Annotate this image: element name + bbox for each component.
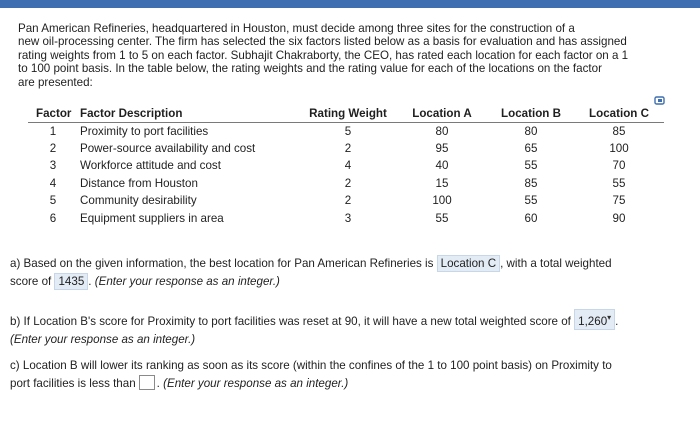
location-a-score: 40 <box>435 159 449 173</box>
table-row <box>28 210 664 228</box>
location-a-score: 80 <box>435 124 449 138</box>
column-header-weight: Rating Weight <box>300 103 396 122</box>
rating-weight: 2 <box>344 194 352 208</box>
table-row <box>28 140 664 158</box>
location-b-score: 65 <box>524 141 538 155</box>
location-b-score: 60 <box>524 211 538 225</box>
table-header-row <box>28 103 664 122</box>
new-score-value: 1,260 <box>578 314 608 328</box>
factor-number: 2 <box>49 141 57 155</box>
question-b <box>10 309 690 349</box>
rating-weight: 5 <box>344 124 352 138</box>
factor-description: Equipment suppliers in area <box>80 211 224 225</box>
table-row <box>28 122 664 140</box>
question-c-text: c) Location B will lower its ranking as soon as its score (within the confines of the 1 to 100 point basis) on Proximity to <box>10 359 612 372</box>
location-b-score: 55 <box>524 194 538 208</box>
intro-line: rating weights from 1 to 5 on each factor. Subhajit Chakraborty, the CEO, has rated each location for each factor on a 1 <box>18 48 629 62</box>
factor-number: 4 <box>49 176 57 190</box>
question-c <box>10 357 690 393</box>
rating-weight: 3 <box>344 211 352 225</box>
location-c-score: 85 <box>612 124 626 138</box>
table-row <box>28 157 664 175</box>
location-c-score: 75 <box>612 194 626 208</box>
header-bar <box>0 0 700 8</box>
location-a-score: 15 <box>435 176 449 190</box>
rating-weight: 2 <box>344 176 352 190</box>
location-b-score: 85 <box>524 176 538 190</box>
location-c-score: 90 <box>612 211 626 225</box>
factor-number: 6 <box>49 211 57 225</box>
location-a-score: 55 <box>435 211 449 225</box>
factor-rating-table <box>28 103 668 227</box>
question-a-text: a) Based on the given information, the best location for Pan American Refineries is <box>10 257 434 270</box>
intro-line: Pan American Refineries, headquartered in Houston, must decide among three sites for the construction of a <box>18 22 575 35</box>
factor-number: 5 <box>49 194 57 208</box>
question-b-text: b) If Location B's score for Proximity to port facilities was reset at 90, it will have a new total weighted score of <box>10 314 571 328</box>
location-a-score: 95 <box>435 141 449 155</box>
question-a-text-3: score of <box>10 275 52 288</box>
column-header-location-b: Location B <box>488 103 574 122</box>
table-row <box>28 175 664 193</box>
factor-description: Workforce attitude and cost <box>80 159 221 173</box>
location-c-score: 70 <box>612 159 626 173</box>
location-a-score: 100 <box>432 194 452 208</box>
column-header-description: Factor Description <box>78 103 300 122</box>
intro-line: new oil-processing center. The firm has selected the six factors listed below as a basis for evaluation and has assigned <box>18 35 627 49</box>
question-a-period: . <box>88 275 92 288</box>
edit-marker-icon: ▾ <box>607 313 612 322</box>
factor-description: Community desirability <box>80 194 197 208</box>
question-a <box>10 255 690 291</box>
table-row <box>28 192 664 210</box>
location-b-score: 55 <box>524 159 538 173</box>
question-b-period: . <box>615 314 619 328</box>
location-c-score: 55 <box>612 176 626 190</box>
factor-description: Proximity to port facilities <box>80 124 209 138</box>
factor-description: Distance from Houston <box>80 176 198 190</box>
question-c-period: . <box>156 377 160 390</box>
column-header-location-a: Location A <box>396 103 488 122</box>
factor-description: Power-source availability and cost <box>80 141 256 155</box>
location-answer-field[interactable]: Location C <box>437 255 500 272</box>
question-a-text-2: , with a total weighted <box>500 257 612 270</box>
problem-statement <box>18 22 688 89</box>
new-score-answer-field[interactable] <box>574 309 615 330</box>
rating-weight: 4 <box>344 159 352 173</box>
column-header-factor: Factor <box>28 103 78 122</box>
location-b-score: 80 <box>524 124 538 138</box>
question-c-text-2: port facilities is less than <box>10 377 136 390</box>
intro-line: are presented: <box>18 75 93 89</box>
question-b-note: (Enter your response as an integer.) <box>10 332 196 346</box>
question-c-note: (Enter your response as an integer.) <box>163 377 349 390</box>
threshold-answer-input[interactable] <box>139 375 155 390</box>
factor-number: 3 <box>49 159 57 173</box>
score-answer-field[interactable]: 1435 <box>54 273 88 290</box>
intro-line: to 100 point basis. In the table below, the rating weights and the rating value for each of the locations on the factor <box>18 62 602 76</box>
location-c-score: 100 <box>609 141 629 155</box>
factor-number: 1 <box>49 124 57 138</box>
rating-weight: 2 <box>344 141 352 155</box>
question-a-note: (Enter your response as an integer.) <box>94 275 280 288</box>
column-header-location-c: Location C <box>574 103 664 122</box>
